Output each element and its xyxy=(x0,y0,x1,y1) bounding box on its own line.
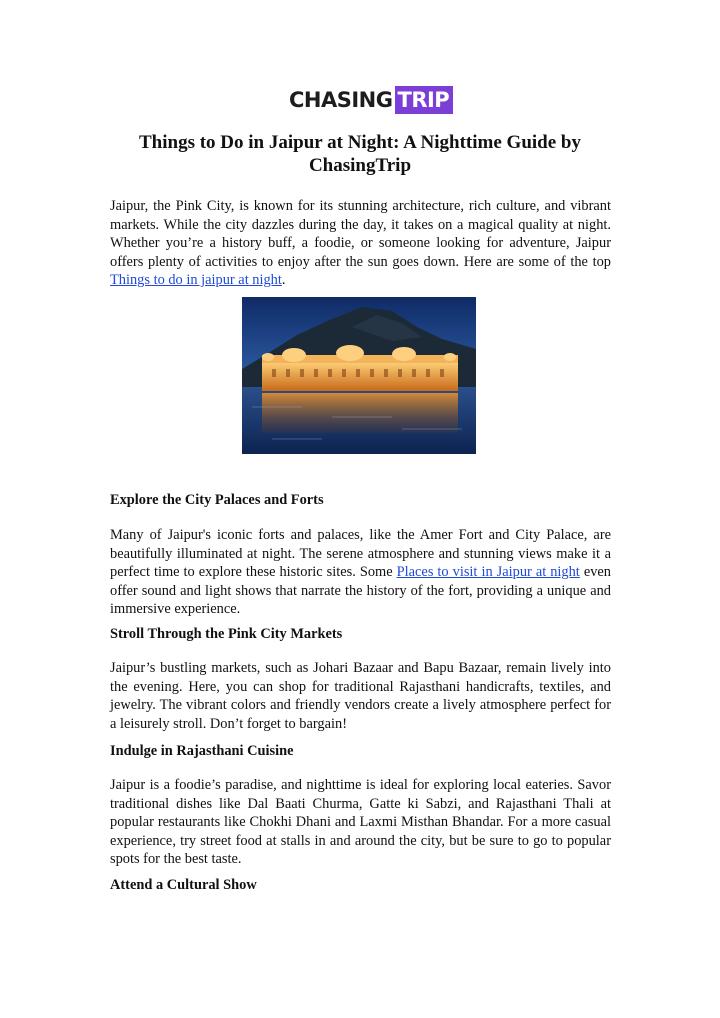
palaces-text: Many of Jaipur's iconic forts and palaces, like the Amer Fort and City Palace, are beautifully illuminated at night. The serene atmosphere and stunning views make it a perfect time to explore these historic sites. Some xyxy=(110,527,611,581)
chasingtrip-logo[interactable] xyxy=(289,86,453,114)
intro-paragraph xyxy=(110,197,611,290)
section-paragraph-markets: Jaipur’s bustling markets, such as Johari Bazaar and Bapu Bazaar, remain lively into the evening. Here, you can shop for traditional Rajasthani handicrafts, textiles, and jewelry. The vibrant colors and friendly vendors create a lively atmosphere perfect for a leisurely stroll. Don’t forget to bargain! xyxy=(110,660,611,732)
page-title: Things to Do in Jaipur at Night: A Nighttime Guide by ChasingTrip xyxy=(138,132,581,176)
section-heading-cuisine: Indulge in Rajasthani Cuisine xyxy=(110,743,294,759)
places-to-visit-link[interactable]: Places to visit in Jaipur at night xyxy=(396,564,580,581)
jal-mahal-night-photo xyxy=(242,297,476,454)
section-heading-markets: Stroll Through the Pink City Markets xyxy=(110,626,343,642)
things-to-do-link[interactable]: Things to do in jaipur at night xyxy=(110,272,282,289)
intro-after: . xyxy=(281,272,286,289)
section-heading-palaces: Explore the City Palaces and Forts xyxy=(110,492,324,508)
logo-text-chasing: CHASING xyxy=(289,88,393,112)
section-paragraph-palaces xyxy=(110,526,611,619)
section-paragraph-cuisine: Jaipur is a foodie’s paradise, and nighttime is ideal for exploring local eateries. Savor traditional dishes like Dal Baati Churma, Gatte ki Sabzi, and Rajasthani Thali at popular restaurants like Chokhi Dhani and Laxmi Misthan Bhandar. For a more casual experience, try street food at stalls in and around the city, but be sure to go to popular spots for the best taste. xyxy=(110,777,611,868)
intro-text: Jaipur, the Pink City, is known for its stunning architecture, rich culture, and vibrant markets. While the city dazzles during the day, it takes on a magical quality at night. Whether you’re a history buff, a foodie, or someone looking for adventure, Jaipur offers plenty of activities to enjoy after the sun goes down. Here are some of the top xyxy=(110,198,611,270)
logo-text-trip: TRIP xyxy=(395,86,454,114)
section-heading-cultural-show: Attend a Cultural Show xyxy=(110,877,257,893)
palaces-after: even offer sound and light shows that narrate the history of the fort, providing a unique and immersive experience. xyxy=(110,564,611,618)
